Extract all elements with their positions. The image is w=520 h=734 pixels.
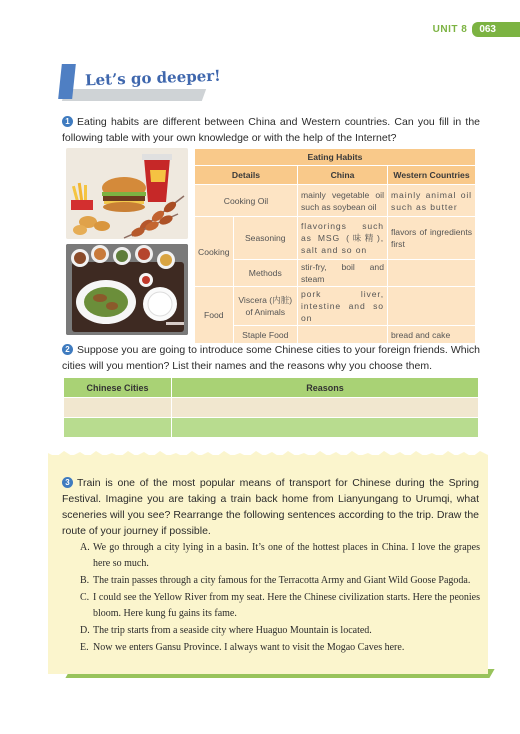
option-d [80, 623, 480, 639]
section-banner [60, 62, 221, 106]
question-number-icon: 1 [62, 116, 73, 127]
row-label-staple-food: Staple Food [233, 326, 297, 344]
group-label-cooking: Cooking [195, 217, 234, 287]
option-c [80, 590, 480, 622]
option-text: Now we enters Gansu Province. I always want to visit the Mogao Caves here. [93, 642, 405, 653]
option-text: I could see the Yellow River from my seat. Here the Chinese civilization starts. Here the peonies bloom. Here kung fu gains its fame. [93, 592, 480, 619]
cell-china-staple-food [298, 326, 388, 344]
question-2-text: Suppose you are going to introduce some Chinese cities to your foreign friends. Which cities will you mention? List their names and the reasons why you choose them. [62, 344, 480, 372]
banner-underline [62, 89, 206, 101]
option-letter: E. [80, 642, 89, 653]
table-row [195, 326, 476, 344]
eating-habits-table [194, 148, 476, 344]
cell-western-methods [388, 260, 476, 287]
cell-western-staple-food: bread and cake [388, 326, 476, 344]
column-header-cities: Chinese Cities [64, 378, 172, 398]
row-label-methods: Methods [233, 260, 297, 287]
unit-label: UNIT 8 [432, 24, 468, 35]
option-text: We go through a city lying in a basin. It’s one of the hottest places in China. I love the grapes here so much. [93, 542, 480, 569]
page-number: 063 [472, 22, 520, 37]
question-3 [62, 475, 479, 539]
question-1-text: Eating habits are different between China and Western countries. Can you fill in the following table with your own knowledge or with the help of the Internet? [62, 116, 480, 144]
answer-cell-city[interactable] [64, 418, 172, 438]
option-letter: C. [80, 592, 90, 603]
question-1 [62, 114, 480, 146]
cell-western-cooking-oil: mainly animal oil such as butter [388, 185, 476, 217]
column-header-china: China [298, 166, 388, 185]
question-number-icon: 3 [62, 477, 73, 488]
option-letter: B. [80, 575, 90, 586]
column-header-details: Details [195, 166, 298, 185]
note-zigzag-edge [48, 448, 488, 458]
chinese-meal-photo [66, 244, 188, 335]
cell-western-seasoning: flavors of ingredients first [388, 217, 476, 260]
table-row [195, 260, 476, 287]
chinese-cities-table [63, 377, 479, 438]
question-2 [62, 342, 480, 374]
cell-china-seasoning: flavorings such as MSG (味精), salt and so on [298, 217, 388, 260]
cell-china-methods: stir-fry, boil and steam [298, 260, 388, 287]
option-a [80, 540, 480, 572]
answer-cell-reason[interactable] [172, 418, 479, 438]
unit-header [433, 22, 520, 37]
cell-china-viscera: pork liver, intestine and so on [298, 287, 388, 326]
table-row [195, 217, 476, 260]
table-row [64, 398, 479, 418]
sentence-options [80, 540, 480, 657]
question-3-text: Train is one of the most popular means of transport for Chinese during the Spring Festival. Imagine you are taking a train back home from Lianyungang to Urumqi, what sceneries will you see? Rearrange the following sentences according to the trip. Draw the route of your journey if possible. [62, 477, 479, 537]
answer-cell-city[interactable] [64, 398, 172, 418]
answer-cell-reason[interactable] [172, 398, 479, 418]
row-label-seasoning: Seasoning [233, 217, 297, 260]
question-number-icon: 2 [62, 344, 73, 355]
fast-food-photo [66, 148, 188, 239]
table-row [64, 418, 479, 438]
group-label-food: Food [195, 287, 234, 344]
option-letter: D. [80, 625, 90, 636]
table-row [195, 185, 476, 217]
row-label-cooking-oil: Cooking Oil [195, 185, 298, 217]
option-e [80, 640, 480, 656]
column-header-western: Western Countries [388, 166, 476, 185]
row-label-viscera: Viscera (内脏) of Animals [233, 287, 297, 326]
option-text: The trip starts from a seaside city where Huaguo Mountain is located. [93, 625, 372, 636]
cell-china-cooking-oil: mainly vegetable oil such as soybean oil [298, 185, 388, 217]
cell-western-viscera [388, 287, 476, 326]
table-caption: Eating Habits [195, 149, 476, 166]
column-header-reasons: Reasons [172, 378, 479, 398]
option-letter: A. [80, 542, 90, 553]
option-text: The train passes through a city famous for the Terracotta Army and Giant Wild Goose Pagoda. [93, 575, 471, 586]
option-b [80, 573, 480, 589]
section-title: Let’s go deeper! [84, 66, 221, 90]
table-row [195, 287, 476, 326]
